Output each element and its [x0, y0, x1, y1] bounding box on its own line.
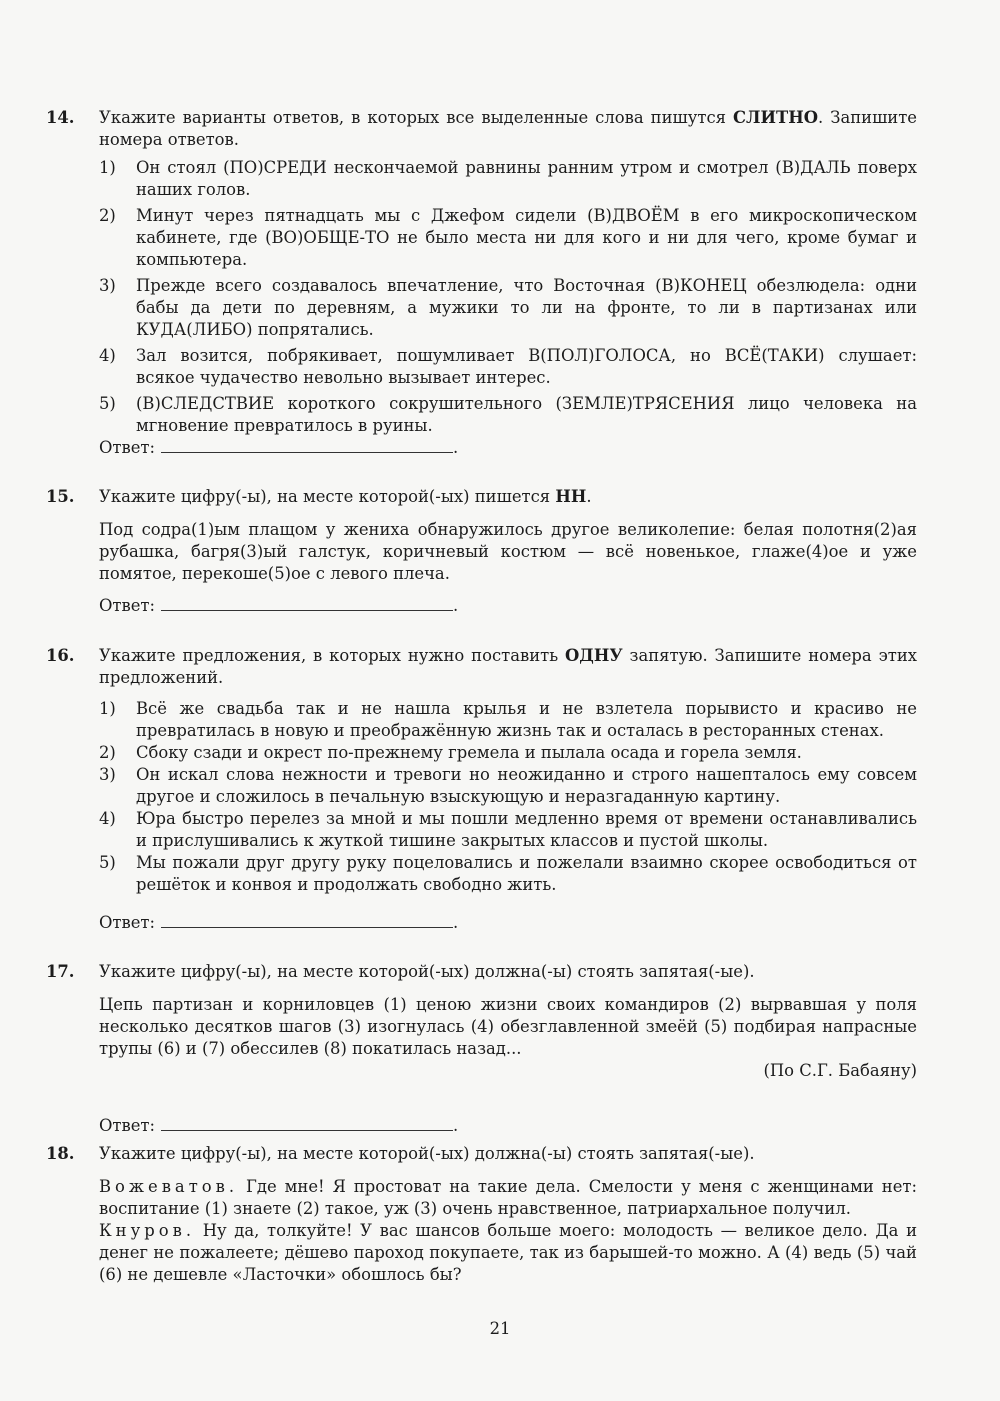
task-question	[99, 107, 917, 151]
option	[99, 742, 917, 764]
answer-line[interactable]	[161, 438, 453, 453]
answer-line[interactable]	[161, 913, 453, 928]
answer-label: Ответ:	[99, 438, 156, 457]
option	[99, 275, 917, 341]
task-question: Укажите цифру(-ы), на месте которой(-ых) должна(-ы) стоять запятая(-ые).	[99, 962, 755, 981]
question-text: Укажите цифру(-ы), на месте которой(-ых) пишется	[99, 487, 556, 506]
option-number: 4)	[99, 346, 116, 365]
answer-label: Ответ:	[99, 913, 156, 932]
task-number: 15.	[46, 487, 75, 506]
answer-line[interactable]	[161, 596, 453, 611]
option	[99, 345, 917, 389]
option-text: Юра быстро перелез за мной и мы пошли медленно время от времени останавливались и прислушивались к жуткой тишине закрытых классов и пустой школы.	[136, 809, 917, 850]
task-question: Укажите цифру(-ы), на месте которой(-ых) должна(-ы) стоять запятая(-ые).	[99, 1144, 755, 1163]
option	[99, 852, 917, 896]
option-text: Зал возится, побрякивает, пошумливает В(ПОЛ)ГОЛОСА, но ВСЁ(ТАКИ) слушает: всякое чудачество невольно вызывает интерес.	[136, 346, 917, 387]
option-number: 2)	[99, 206, 116, 225]
author-attribution: (По С.Г. Бабаяну)	[763, 1061, 917, 1080]
option-number: 5)	[99, 853, 116, 872]
task-number: 18.	[46, 1144, 75, 1163]
question-text: Укажите варианты ответов, в которых все выделенные слова пишутся	[99, 108, 733, 127]
question-text-end: запятую. Запишите номера этих предложений.	[99, 646, 917, 687]
option-number: 1)	[99, 158, 116, 177]
option-number: 4)	[99, 809, 116, 828]
question-text: Укажите предложения, в которых нужно поставить	[99, 646, 565, 665]
task-question	[99, 486, 917, 508]
task-question	[99, 645, 917, 689]
dialogue-line	[99, 1176, 917, 1220]
task-number: 16.	[46, 646, 75, 665]
options-list	[99, 698, 917, 896]
option-number: 5)	[99, 394, 116, 413]
option-text: Всё же свадьба так и не нашла крылья и не взлетела порывисто и красиво не превратилась в новую и преображённую жизнь так и осталась в ресторанных стенах.	[136, 699, 917, 740]
option-number: 2)	[99, 743, 116, 762]
task-17	[0, 961, 1000, 1135]
task-15	[0, 486, 1000, 615]
speaker-line: Ну да, толкуйте! У вас шансов больше моего: молодость — великое дело. Да и денег не пожалеете; дёшево пароход покупаете, так из барышей-то можно. А (4) ведь (5) чай (6) не дешевле «Ласточки» обошлось бы?	[99, 1221, 917, 1284]
speaker-name: Кнуров.	[99, 1221, 196, 1240]
speaker-line: Где мне! Я простоват на такие дела. Смелости у меня с женщинами нет: воспитание (1) знаете (2) такое, уж (3) очень нравственное, патриархальное получил.	[99, 1177, 917, 1218]
answer-field[interactable]: Ответ: .	[99, 913, 459, 932]
option-text: Он стоял (ПО)СРЕДИ нескончаемой равнины ранним утром и смотрел (В)ДАЛЬ поверх наших голов.	[136, 158, 917, 199]
answer-label: Ответ:	[99, 1116, 156, 1135]
answer-field[interactable]: Ответ: .	[99, 1116, 459, 1135]
option	[99, 764, 917, 808]
option-text: (В)СЛЕДСТВИЕ короткого сокрушительного (ЗЕМЛЕ)ТРЯСЕНИЯ лицо человека на мгновение превратилось в руины.	[136, 394, 917, 435]
answer-line[interactable]	[161, 1116, 453, 1131]
question-text-end: .	[586, 487, 592, 506]
option	[99, 808, 917, 852]
answer-field[interactable]: Ответ: .	[99, 438, 459, 457]
option-text: Прежде всего создавалось впечатление, что Восточная (В)КОНЕЦ обезлюдела: одни бабы да дети по деревням, а мужики то ли на фронте, то ли в партизанах или КУДА(ЛИБО) попрятались.	[136, 276, 917, 339]
question-emphasis: ОДНУ	[565, 646, 623, 665]
question-emphasis: СЛИТНО	[733, 108, 818, 127]
answer-label: Ответ:	[99, 596, 156, 615]
task-number: 17.	[46, 962, 75, 981]
option	[99, 698, 917, 742]
option-text: Он искал слова нежности и тревоги но неожиданно и строго нашепталось ему совсем другое и сложилось в печальную взыскующую и неразгаданную картину.	[136, 765, 917, 806]
option-text: Сбоку сзади и окрест по-прежнему гремела и пылала осада и горела земля.	[136, 743, 802, 762]
task-16	[0, 645, 1000, 932]
option	[99, 205, 917, 271]
page-number: 21	[489, 1319, 511, 1338]
task-text: Цепь партизан и корниловцев (1) ценою жизни своих командиров (2) вырвавшая у поля несколько десятков шагов (3) изогнулась (4) обезглавленной змеёй (5) подбирая напрасные трупы (6) и (7) обессилев (8) покатилась назад...	[99, 995, 917, 1058]
option-text: Минут через пятнадцать мы с Джефом сидели (В)ДВОЁМ в его микроскопическом кабинете, где (ВО)ОБЩЕ-ТО не было места ни для кого и ни для чего, кроме бумаг и компьютера.	[136, 206, 917, 269]
question-emphasis: НН	[555, 487, 587, 506]
option-number: 3)	[99, 276, 116, 295]
option-text: Мы пожали друг другу руку поцеловались и пожелали взаимно скорее освободиться от решёток и конвоя и продолжать свободно жить.	[136, 853, 917, 894]
option-number: 1)	[99, 699, 116, 718]
options-list	[99, 157, 917, 437]
task-number: 14.	[46, 108, 75, 127]
question-text-end: . Запишите номера ответов.	[99, 108, 917, 149]
option	[99, 393, 917, 437]
option-number: 3)	[99, 765, 116, 784]
speaker-name: Вожеватов.	[99, 1177, 239, 1196]
option	[99, 157, 917, 201]
task-14	[0, 107, 1000, 457]
task-text: Под содра(1)ым плащом у жениха обнаружилось другое великолепие: белая полотня(2)ая рубашка, багря(3)ый галстук, коричневый костюм — всё новенькое, глаже(4)ое и уже помятое, перекоше(5)ое с левого плеча.	[99, 520, 917, 583]
dialogue-line	[99, 1220, 917, 1286]
answer-field[interactable]: Ответ: .	[99, 596, 459, 615]
